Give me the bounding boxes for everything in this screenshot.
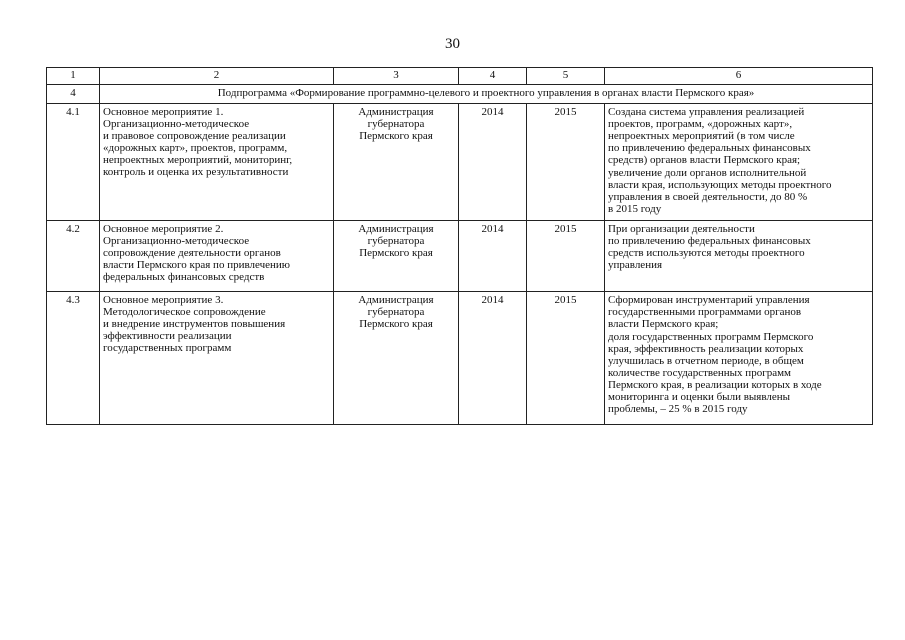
result-line: в 2015 году (608, 203, 662, 215)
activity-line: власти Пермского края по привлечению (103, 259, 291, 271)
result-line: по привлечению федеральных финансовых (608, 142, 811, 154)
row-number: 4.1 (47, 104, 100, 221)
column-number-cell: 4 (459, 68, 527, 85)
result-paragraph (608, 331, 869, 415)
activity-line: Организационно-методическое (103, 235, 250, 247)
executor-line: Администрация (358, 223, 434, 235)
result-line: улучшилась в отчетном периоде, в общем (608, 355, 804, 367)
start-year-cell: 2014 (459, 221, 527, 292)
activity-line: Организационно-методическое (103, 118, 250, 130)
table-row (47, 221, 873, 292)
subprogram-title: Подпрограмма «Формирование программно-целевого и проектного управления в органах власти Пермского края» (100, 85, 873, 104)
executor-line: губернатора (367, 306, 425, 318)
activity-line: государственных программ (103, 342, 232, 354)
result-line: проблемы, – 25 % в 2015 году (608, 403, 748, 415)
activity-line: и внедрение инструментов повышения (103, 318, 286, 330)
row-number: 4.2 (47, 221, 100, 292)
result-paragraph (608, 294, 869, 330)
executor-cell (334, 292, 459, 425)
executor-line: Пермского края (359, 318, 433, 330)
page-number: 30 (445, 36, 460, 52)
executor-line: губернатора (367, 118, 425, 130)
executor-line: Администрация (358, 294, 434, 306)
activity-line: федеральных финансовых средств (103, 271, 265, 283)
result-line: управления в своей деятельности, до 80 % (608, 191, 808, 203)
activity-line: «дорожных карт», проектов, программ, (103, 142, 288, 154)
end-year-cell: 2015 (527, 292, 605, 425)
executor-cell (334, 221, 459, 292)
executor-cell (334, 104, 459, 221)
executor-line: губернатора (367, 235, 425, 247)
result-line: Пермского края, в реализации которых в ходе (608, 379, 822, 391)
column-number-cell: 3 (334, 68, 459, 85)
result-cell (605, 104, 873, 221)
result-line: по привлечению федеральных финансовых (608, 235, 811, 247)
activity-line: контроль и оценка их результативности (103, 166, 289, 178)
activity-line: Основное мероприятие 3. (103, 294, 224, 306)
subprogram-number: 4 (47, 85, 100, 104)
result-line: средств) органов власти Пермского края; (608, 154, 801, 166)
result-line: доля государственных программ Пермского (608, 331, 814, 343)
result-line: При организации деятельности (608, 223, 755, 235)
end-year-cell: 2015 (527, 221, 605, 292)
activity-line: Основное мероприятие 2. (103, 223, 224, 235)
executor-line: Администрация (358, 106, 434, 118)
result-line: Создана система управления реализацией (608, 106, 805, 118)
result-line: власти Пермского края; (608, 318, 719, 330)
column-number-cell: 5 (527, 68, 605, 85)
activity-line: Методологическое сопровождение (103, 306, 266, 318)
result-line: количестве государственных программ (608, 367, 792, 379)
result-line: непроектных мероприятий (в том числе (608, 130, 795, 142)
result-line: мониторинга и оценки были выявлены (608, 391, 791, 403)
table-row (47, 292, 873, 425)
program-table (46, 67, 873, 425)
activity-line: сопровождение деятельности органов (103, 247, 281, 259)
activity-cell (100, 292, 334, 425)
activity-line: и правовое сопровождение реализации (103, 130, 286, 142)
result-line: проектов, программ, «дорожных карт», (608, 118, 793, 130)
row-number: 4.3 (47, 292, 100, 425)
start-year-cell: 2014 (459, 104, 527, 221)
activity-line: Основное мероприятие 1. (103, 106, 224, 118)
column-number-cell: 2 (100, 68, 334, 85)
column-number-row (47, 68, 873, 85)
activity-line: эффективности реализации (103, 330, 232, 342)
result-line: государственными программами органов (608, 306, 802, 318)
table-row (47, 104, 873, 221)
executor-line: Пермского края (359, 247, 433, 259)
subprogram-row (47, 85, 873, 104)
activity-cell (100, 221, 334, 292)
result-line: увеличение доли органов исполнительной (608, 167, 807, 179)
result-cell (605, 292, 873, 425)
result-line: власти края, использующих методы проектного (608, 179, 832, 191)
result-line: средств используются методы проектного (608, 247, 805, 259)
result-line: управления (608, 259, 663, 271)
activity-line: непроектных мероприятий, мониторинг, (103, 154, 293, 166)
result-line: края, эффективность реализации которых (608, 343, 804, 355)
start-year-cell: 2014 (459, 292, 527, 425)
result-cell (605, 221, 873, 292)
column-number-cell: 6 (605, 68, 873, 85)
result-line: Сформирован инструментарий управления (608, 294, 810, 306)
result-paragraph (608, 167, 869, 215)
result-paragraph (608, 106, 869, 166)
activity-cell (100, 104, 334, 221)
result-paragraph (608, 223, 869, 271)
end-year-cell: 2015 (527, 104, 605, 221)
executor-line: Пермского края (359, 130, 433, 142)
column-number-cell: 1 (47, 68, 100, 85)
